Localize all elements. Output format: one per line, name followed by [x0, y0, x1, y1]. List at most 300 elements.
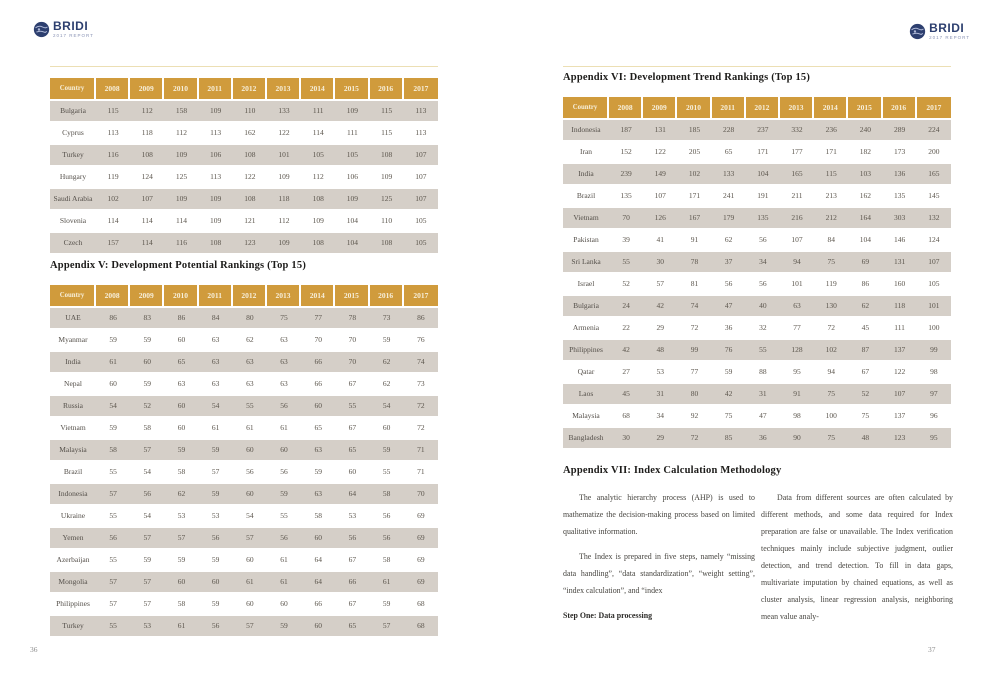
table-row	[50, 572, 438, 592]
col-header-year: 2013	[267, 285, 301, 306]
value-cell: 111	[883, 318, 917, 338]
country-cell: Bangladesh	[563, 428, 609, 448]
value-cell: 62	[370, 352, 404, 372]
table-row	[50, 189, 438, 209]
value-cell: 40	[746, 296, 780, 316]
value-cell: 63	[199, 330, 233, 350]
value-cell: 119	[96, 167, 130, 187]
value-cell: 98	[780, 406, 814, 426]
value-cell: 131	[643, 120, 677, 140]
value-cell: 303	[883, 208, 917, 228]
table-row	[563, 384, 951, 404]
value-cell: 109	[335, 101, 369, 121]
country-cell: Bulgaria	[563, 296, 609, 316]
value-cell: 67	[335, 550, 369, 570]
value-cell: 99	[677, 340, 711, 360]
value-cell: 48	[643, 340, 677, 360]
value-cell: 200	[917, 142, 951, 162]
value-cell: 76	[712, 340, 746, 360]
table-row	[563, 208, 951, 228]
col-header-year: 2014	[301, 285, 335, 306]
methodology-column-left	[563, 489, 755, 632]
value-cell: 63	[199, 374, 233, 394]
rankings-table-continued	[50, 76, 438, 255]
value-cell: 70	[609, 208, 643, 228]
table-row	[50, 123, 438, 143]
value-cell: 69	[404, 572, 438, 592]
value-cell: 39	[609, 230, 643, 250]
value-cell: 239	[609, 164, 643, 184]
table-row	[50, 330, 438, 350]
value-cell: 109	[267, 167, 301, 187]
value-cell: 107	[404, 167, 438, 187]
value-cell: 59	[164, 440, 198, 460]
value-cell: 47	[746, 406, 780, 426]
value-cell: 113	[404, 123, 438, 143]
value-cell: 205	[677, 142, 711, 162]
value-cell: 94	[780, 252, 814, 272]
value-cell: 109	[301, 211, 335, 231]
value-cell: 59	[199, 440, 233, 460]
value-cell: 30	[643, 252, 677, 272]
value-cell: 133	[712, 164, 746, 184]
value-cell: 60	[301, 528, 335, 548]
value-cell: 61	[267, 572, 301, 592]
table-row	[563, 340, 951, 360]
value-cell: 60	[130, 352, 164, 372]
value-cell: 126	[643, 208, 677, 228]
value-cell: 125	[370, 189, 404, 209]
value-cell: 332	[780, 120, 814, 140]
logo-subtitle: 2017 REPORT	[53, 33, 94, 38]
value-cell: 59	[164, 550, 198, 570]
value-cell: 115	[370, 123, 404, 143]
value-cell: 80	[677, 384, 711, 404]
value-cell: 67	[335, 418, 369, 438]
value-cell: 68	[404, 594, 438, 614]
value-cell: 64	[301, 550, 335, 570]
value-cell: 114	[96, 211, 130, 231]
table-row	[50, 484, 438, 504]
value-cell: 171	[746, 142, 780, 162]
table-row	[50, 462, 438, 482]
value-cell: 63	[164, 374, 198, 394]
value-cell: 22	[609, 318, 643, 338]
value-cell: 61	[233, 418, 267, 438]
development-trend-table	[563, 95, 951, 450]
value-cell: 54	[370, 396, 404, 416]
table-row	[50, 418, 438, 438]
col-header-year: 2011	[199, 78, 233, 99]
value-cell: 182	[848, 142, 882, 162]
value-cell: 103	[848, 164, 882, 184]
value-cell: 62	[848, 296, 882, 316]
value-cell: 114	[130, 211, 164, 231]
value-cell: 118	[130, 123, 164, 143]
globe-icon	[33, 21, 50, 38]
value-cell: 77	[301, 308, 335, 328]
country-cell: Armenia	[563, 318, 609, 338]
value-cell: 63	[780, 296, 814, 316]
appendix-vi-title: Appendix VI: Development Trend Rankings (Top 15)	[563, 72, 811, 83]
value-cell: 57	[130, 440, 164, 460]
value-cell: 58	[96, 440, 130, 460]
value-cell: 109	[267, 233, 301, 253]
value-cell: 112	[130, 101, 164, 121]
value-cell: 179	[712, 208, 746, 228]
value-cell: 52	[848, 384, 882, 404]
value-cell: 108	[199, 233, 233, 253]
value-cell: 59	[370, 594, 404, 614]
col-header-year: 2016	[370, 285, 404, 306]
value-cell: 97	[917, 384, 951, 404]
value-cell: 60	[164, 572, 198, 592]
col-header-year: 2014	[301, 78, 335, 99]
value-cell: 60	[164, 418, 198, 438]
value-cell: 91	[780, 384, 814, 404]
table-row	[50, 167, 438, 187]
value-cell: 60	[233, 440, 267, 460]
country-cell: Sri Lanka	[563, 252, 609, 272]
value-cell: 113	[404, 101, 438, 121]
country-cell: Laos	[563, 384, 609, 404]
value-cell: 56	[746, 274, 780, 294]
value-cell: 100	[917, 318, 951, 338]
value-cell: 53	[164, 506, 198, 526]
country-cell: India	[50, 352, 96, 372]
value-cell: 75	[848, 406, 882, 426]
value-cell: 57	[96, 594, 130, 614]
col-header-year: 2008	[609, 97, 643, 118]
value-cell: 55	[267, 506, 301, 526]
value-cell: 57	[643, 274, 677, 294]
country-cell: Indonesia	[563, 120, 609, 140]
value-cell: 86	[96, 308, 130, 328]
country-cell: Yemen	[50, 528, 96, 548]
value-cell: 57	[164, 528, 198, 548]
country-cell: Azerbaijan	[50, 550, 96, 570]
value-cell: 61	[199, 418, 233, 438]
country-cell: Bulgaria	[50, 101, 96, 121]
value-cell: 78	[335, 308, 369, 328]
value-cell: 110	[370, 211, 404, 231]
value-cell: 34	[746, 252, 780, 272]
country-cell: Nepal	[50, 374, 96, 394]
value-cell: 104	[335, 211, 369, 231]
country-cell: Saudi Arabia	[50, 189, 96, 209]
value-cell: 65	[335, 616, 369, 636]
value-cell: 104	[746, 164, 780, 184]
value-cell: 105	[404, 233, 438, 253]
value-cell: 106	[335, 167, 369, 187]
page-number-left: 36	[30, 645, 38, 654]
table-row	[563, 252, 951, 272]
value-cell: 78	[677, 252, 711, 272]
value-cell: 61	[267, 550, 301, 570]
value-cell: 152	[609, 142, 643, 162]
value-cell: 171	[814, 142, 848, 162]
table-row	[50, 440, 438, 460]
value-cell: 47	[712, 296, 746, 316]
value-cell: 62	[164, 484, 198, 504]
value-cell: 112	[164, 123, 198, 143]
value-cell: 122	[233, 167, 267, 187]
value-cell: 164	[848, 208, 882, 228]
appendix-vii-title: Appendix VII: Index Calculation Methodology	[563, 465, 782, 476]
value-cell: 109	[199, 189, 233, 209]
value-cell: 85	[712, 428, 746, 448]
step-one-heading: Step One: Data processing	[563, 611, 653, 620]
value-cell: 65	[335, 440, 369, 460]
value-cell: 108	[130, 145, 164, 165]
value-cell: 56	[233, 462, 267, 482]
value-cell: 213	[814, 186, 848, 206]
value-cell: 133	[267, 101, 301, 121]
table-row	[50, 616, 438, 636]
value-cell: 137	[883, 406, 917, 426]
value-cell: 187	[609, 120, 643, 140]
value-cell: 54	[130, 462, 164, 482]
value-cell: 109	[199, 211, 233, 231]
value-cell: 55	[96, 550, 130, 570]
value-cell: 42	[643, 296, 677, 316]
value-cell: 104	[848, 230, 882, 250]
value-cell: 109	[370, 167, 404, 187]
value-cell: 108	[233, 189, 267, 209]
value-cell: 75	[814, 428, 848, 448]
value-cell: 59	[267, 484, 301, 504]
value-cell: 115	[814, 164, 848, 184]
value-cell: 83	[130, 308, 164, 328]
table-row	[50, 145, 438, 165]
value-cell: 106	[199, 145, 233, 165]
value-cell: 158	[164, 101, 198, 121]
value-cell: 118	[883, 296, 917, 316]
value-cell: 56	[199, 616, 233, 636]
value-cell: 101	[267, 145, 301, 165]
country-cell: Mongolia	[50, 572, 96, 592]
col-header-year: 2013	[780, 97, 814, 118]
value-cell: 62	[370, 374, 404, 394]
value-cell: 63	[267, 352, 301, 372]
country-cell: Qatar	[563, 362, 609, 382]
value-cell: 64	[301, 572, 335, 592]
value-cell: 59	[199, 594, 233, 614]
country-cell: Ukraine	[50, 506, 96, 526]
header-rule	[563, 66, 951, 67]
country-cell: Turkey	[50, 616, 96, 636]
value-cell: 37	[712, 252, 746, 272]
table-row	[563, 274, 951, 294]
value-cell: 71	[404, 440, 438, 460]
value-cell: 137	[883, 340, 917, 360]
value-cell: 108	[233, 145, 267, 165]
value-cell: 121	[233, 211, 267, 231]
value-cell: 113	[199, 123, 233, 143]
value-cell: 241	[712, 186, 746, 206]
value-cell: 92	[677, 406, 711, 426]
col-header-year: 2012	[233, 285, 267, 306]
value-cell: 95	[917, 428, 951, 448]
table-row	[563, 296, 951, 316]
value-cell: 135	[883, 186, 917, 206]
logo-brand-text: BRIDI	[53, 19, 89, 33]
value-cell: 162	[848, 186, 882, 206]
value-cell: 91	[677, 230, 711, 250]
value-cell: 109	[164, 189, 198, 209]
value-cell: 58	[164, 462, 198, 482]
value-cell: 135	[609, 186, 643, 206]
value-cell: 60	[267, 440, 301, 460]
value-cell: 107	[780, 230, 814, 250]
value-cell: 109	[199, 101, 233, 121]
value-cell: 61	[370, 572, 404, 592]
col-header-year: 2011	[199, 285, 233, 306]
value-cell: 66	[335, 572, 369, 592]
value-cell: 66	[301, 594, 335, 614]
value-cell: 75	[814, 384, 848, 404]
value-cell: 36	[712, 318, 746, 338]
value-cell: 114	[130, 233, 164, 253]
value-cell: 34	[643, 406, 677, 426]
value-cell: 113	[96, 123, 130, 143]
country-cell: Myanmar	[50, 330, 96, 350]
col-header-country: Country	[50, 285, 96, 306]
col-header-year: 2016	[883, 97, 917, 118]
value-cell: 77	[780, 318, 814, 338]
value-cell: 57	[233, 616, 267, 636]
country-cell: Slovenia	[50, 211, 96, 231]
value-cell: 75	[267, 308, 301, 328]
value-cell: 98	[917, 362, 951, 382]
value-cell: 65	[712, 142, 746, 162]
value-cell: 63	[301, 440, 335, 460]
value-cell: 130	[814, 296, 848, 316]
col-header-year: 2011	[712, 97, 746, 118]
methodology-column-right	[761, 489, 953, 633]
value-cell: 60	[335, 462, 369, 482]
value-cell: 58	[370, 484, 404, 504]
col-header-year: 2008	[96, 285, 130, 306]
value-cell: 61	[96, 352, 130, 372]
value-cell: 55	[335, 396, 369, 416]
value-cell: 87	[848, 340, 882, 360]
page-number-right: 37	[928, 645, 936, 654]
value-cell: 58	[301, 506, 335, 526]
value-cell: 36	[746, 428, 780, 448]
value-cell: 105	[335, 145, 369, 165]
value-cell: 124	[130, 167, 164, 187]
value-cell: 76	[404, 330, 438, 350]
value-cell: 135	[746, 208, 780, 228]
development-potential-table	[50, 283, 438, 638]
value-cell: 60	[199, 572, 233, 592]
value-cell: 57	[96, 484, 130, 504]
value-cell: 237	[746, 120, 780, 140]
value-cell: 105	[917, 274, 951, 294]
value-cell: 112	[301, 167, 335, 187]
col-header-country: Country	[50, 78, 96, 99]
value-cell: 145	[917, 186, 951, 206]
value-cell: 108	[370, 233, 404, 253]
table-header-row	[563, 97, 951, 118]
table-row	[50, 396, 438, 416]
value-cell: 125	[164, 167, 198, 187]
value-cell: 122	[267, 123, 301, 143]
country-cell: Pakistan	[563, 230, 609, 250]
value-cell: 109	[164, 145, 198, 165]
value-cell: 216	[780, 208, 814, 228]
country-cell: Israel	[563, 274, 609, 294]
value-cell: 68	[609, 406, 643, 426]
value-cell: 59	[370, 330, 404, 350]
value-cell: 60	[233, 594, 267, 614]
value-cell: 123	[883, 428, 917, 448]
methodology-paragraph: Data from different sources are often calculated by different methods, and some data required for Index preparation are false or unavailable. The Index verification techniques mainly include subjective judgment, outlier detection, and trend detection. To fill in data gaps, multivariate imputation by chained equations, as well as cluster analysis, linear regression analysis, neighboring mean value analy-	[761, 493, 953, 621]
value-cell: 177	[780, 142, 814, 162]
globe-icon	[909, 23, 926, 40]
value-cell: 45	[609, 384, 643, 404]
value-cell: 114	[301, 123, 335, 143]
value-cell: 105	[301, 145, 335, 165]
value-cell: 53	[335, 506, 369, 526]
value-cell: 59	[370, 440, 404, 460]
value-cell: 101	[780, 274, 814, 294]
value-cell: 107	[404, 145, 438, 165]
value-cell: 70	[335, 330, 369, 350]
table-row	[50, 308, 438, 328]
value-cell: 122	[883, 362, 917, 382]
value-cell: 24	[609, 296, 643, 316]
value-cell: 54	[199, 396, 233, 416]
table-row	[563, 164, 951, 184]
table-header-row	[50, 78, 438, 99]
value-cell: 55	[609, 252, 643, 272]
value-cell: 61	[164, 616, 198, 636]
value-cell: 123	[233, 233, 267, 253]
value-cell: 57	[130, 572, 164, 592]
col-header-year: 2013	[267, 78, 301, 99]
value-cell: 63	[301, 484, 335, 504]
value-cell: 31	[746, 384, 780, 404]
value-cell: 167	[677, 208, 711, 228]
table-row	[50, 101, 438, 121]
value-cell: 59	[96, 418, 130, 438]
value-cell: 60	[370, 418, 404, 438]
value-cell: 55	[746, 340, 780, 360]
value-cell: 60	[267, 594, 301, 614]
value-cell: 122	[643, 142, 677, 162]
table-row	[563, 120, 951, 140]
value-cell: 86	[164, 308, 198, 328]
col-header-year: 2009	[130, 78, 164, 99]
value-cell: 116	[164, 233, 198, 253]
value-cell: 289	[883, 120, 917, 140]
value-cell: 165	[917, 164, 951, 184]
value-cell: 27	[609, 362, 643, 382]
value-cell: 69	[404, 550, 438, 570]
logo-brand-text: BRIDI	[929, 21, 965, 35]
value-cell: 59	[130, 550, 164, 570]
table-row	[50, 211, 438, 231]
col-header-year: 2009	[643, 97, 677, 118]
value-cell: 41	[643, 230, 677, 250]
value-cell: 57	[96, 572, 130, 592]
value-cell: 56	[712, 274, 746, 294]
value-cell: 70	[301, 330, 335, 350]
value-cell: 63	[233, 374, 267, 394]
appendix-v-title: Appendix V: Development Potential Rankings (Top 15)	[50, 260, 307, 271]
